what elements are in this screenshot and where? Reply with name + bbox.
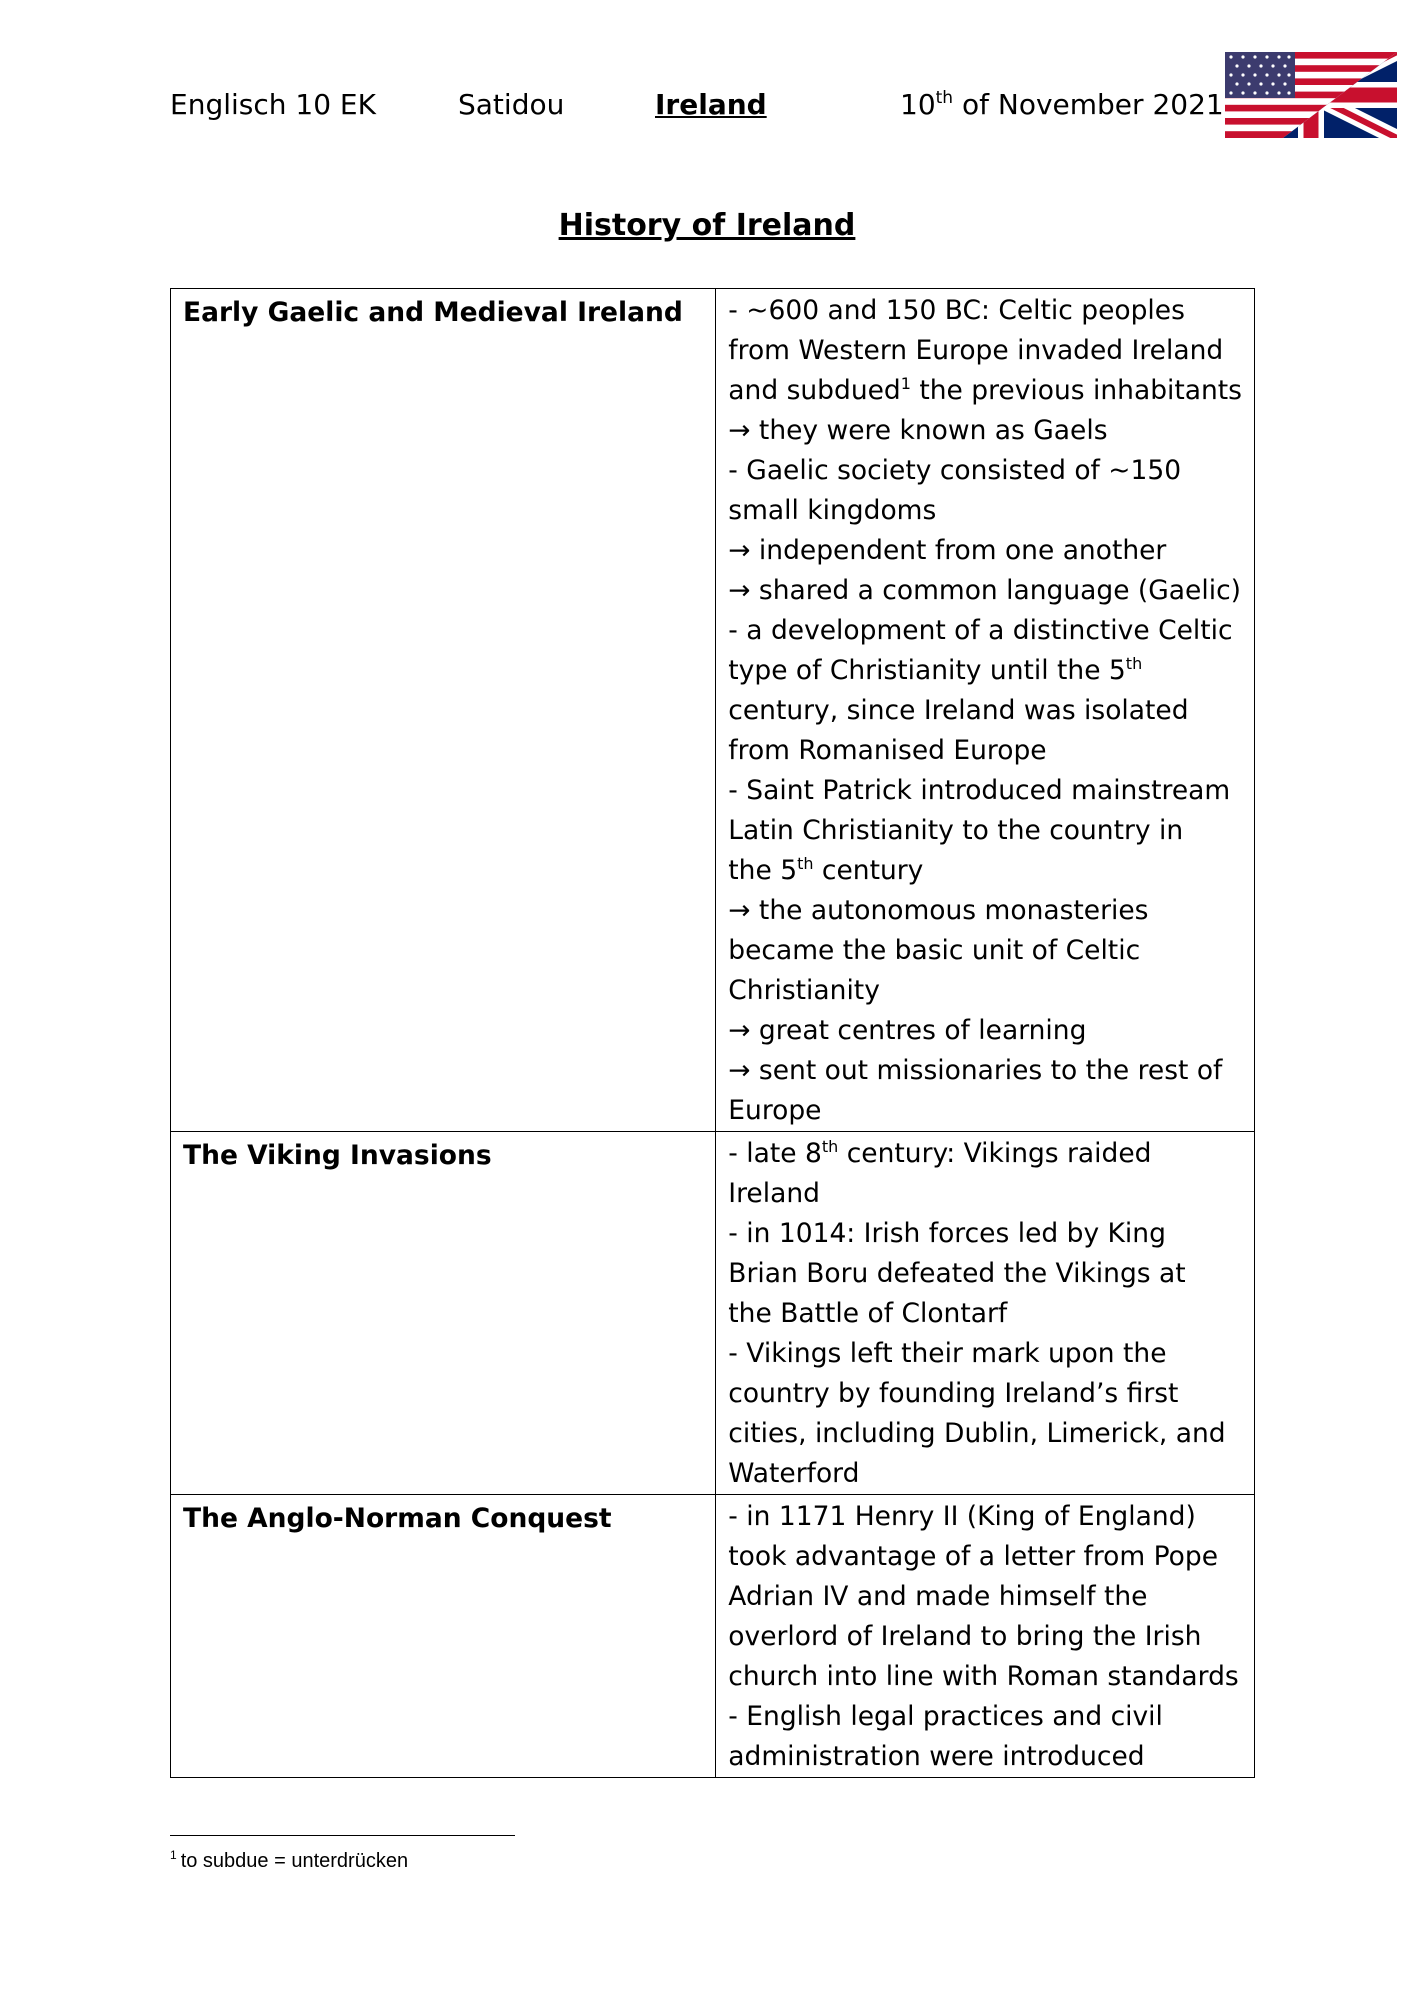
history-table — [170, 288, 1255, 1778]
fact-line — [728, 491, 1242, 531]
student-name: Satidou — [458, 88, 565, 121]
fact-text: the previous inhabitants — [910, 375, 1242, 406]
fact-line — [728, 931, 1242, 971]
fact-text: - late 8 — [728, 1138, 822, 1169]
fact-text: Brian Boru defeated the Vikings at — [728, 1258, 1186, 1289]
fact-line — [728, 811, 1242, 851]
fact-line — [728, 531, 1242, 571]
fact-text: - Gaelic society consisted of ~150 — [728, 455, 1182, 486]
fact-text: Christianity — [728, 975, 880, 1006]
fact-text: small kingdoms — [728, 495, 937, 526]
fact-text: → the autonomous monasteries — [728, 895, 1149, 926]
superscript: th — [1125, 654, 1143, 673]
fact-text: - English legal practices and civil — [728, 1701, 1163, 1732]
fact-line — [728, 1374, 1242, 1414]
fact-text: → independent from one another — [728, 535, 1167, 566]
fact-text: and subdued — [728, 375, 901, 406]
table-row — [171, 1495, 1255, 1778]
fact-text: - in 1014: Irish forces led by King — [728, 1218, 1166, 1249]
page-title: History of Ireland — [558, 208, 856, 243]
fact-line — [728, 1497, 1242, 1537]
course-label: Englisch 10 EK — [170, 88, 376, 121]
fact-line — [728, 451, 1242, 491]
footnote — [170, 1850, 408, 1873]
date-label — [900, 88, 1224, 121]
fact-text: Europe — [728, 1095, 822, 1126]
fact-line — [728, 1214, 1242, 1254]
fact-text: country by founding Ireland’s first — [728, 1378, 1179, 1409]
fact-line — [728, 411, 1242, 451]
fact-line — [728, 891, 1242, 931]
fact-text: century — [813, 855, 924, 886]
fact-line — [728, 371, 1242, 411]
fact-line — [728, 731, 1242, 771]
topic-label: Ireland — [655, 88, 767, 121]
fact-line — [728, 1617, 1242, 1657]
fact-line — [728, 611, 1242, 651]
fact-text: - Vikings left their mark upon the — [728, 1338, 1167, 1369]
fact-text: century: Vikings raided — [838, 1138, 1152, 1169]
fact-line — [728, 571, 1242, 611]
fact-line — [728, 1537, 1242, 1577]
era-cell: The Viking Invasions — [171, 1132, 716, 1495]
fact-line — [728, 1737, 1242, 1777]
fact-line — [728, 1697, 1242, 1737]
fact-text: → they were known as Gaels — [728, 415, 1108, 446]
footnote-divider — [170, 1835, 515, 1836]
fact-line — [728, 1091, 1242, 1131]
fact-line — [728, 1454, 1242, 1494]
date-rest: of November 2021 — [953, 88, 1224, 121]
fact-line — [728, 1254, 1242, 1294]
fact-text: Waterford — [728, 1458, 860, 1489]
facts-cell — [716, 289, 1255, 1132]
table-row — [171, 1132, 1255, 1495]
fact-text: took advantage of a letter from Pope — [728, 1541, 1219, 1572]
fact-text: → shared a common language (Gaelic) — [728, 575, 1241, 606]
fact-line — [728, 1174, 1242, 1214]
footnote-marker: 1 — [170, 1848, 177, 1862]
fact-line — [728, 1051, 1242, 1091]
facts-cell — [716, 1132, 1255, 1495]
fact-text: type of Christianity until the 5 — [728, 655, 1126, 686]
fact-text: the Battle of Clontarf — [728, 1298, 1008, 1329]
fact-text: became the basic unit of Celtic — [728, 935, 1141, 966]
fact-text: church into line with Roman standards — [728, 1661, 1239, 1692]
fact-line — [728, 1414, 1242, 1454]
date-day: 10 — [900, 88, 936, 121]
fact-line — [728, 331, 1242, 371]
fact-text: → sent out missionaries to the rest of — [728, 1055, 1223, 1086]
fact-line — [728, 1134, 1242, 1174]
fact-line — [728, 1011, 1242, 1051]
fact-text: the 5 — [728, 855, 798, 886]
fact-line — [728, 971, 1242, 1011]
fact-line — [728, 291, 1242, 331]
fact-line — [728, 691, 1242, 731]
fact-text: century, since Ireland was isolated — [728, 695, 1189, 726]
document-header — [0, 88, 1414, 128]
era-cell: Early Gaelic and Medieval Ireland — [171, 289, 716, 1132]
fact-text: from Romanised Europe — [728, 735, 1047, 766]
fact-text: - a development of a distinctive Celtic — [728, 615, 1233, 646]
fact-text: - Saint Patrick introduced mainstream — [728, 775, 1231, 806]
era-cell: The Anglo-Norman Conquest — [171, 1495, 716, 1778]
fact-text: from Western Europe invaded Ireland — [728, 335, 1224, 366]
superscript: th — [797, 854, 814, 873]
us-uk-combined-flag-icon — [1225, 52, 1397, 138]
fact-text: Adrian IV and made himself the — [728, 1581, 1148, 1612]
fact-text: cities, including Dublin, Limerick, and — [728, 1418, 1226, 1449]
date-ordinal-suffix: th — [935, 88, 954, 108]
fact-line — [728, 1334, 1242, 1374]
fact-text: - ~600 and 150 BC: Celtic peoples — [728, 295, 1185, 326]
superscript: th — [821, 1137, 839, 1156]
fact-text: Ireland — [728, 1178, 820, 1209]
footnote-text: to subdue = unterdrücken — [180, 1850, 409, 1872]
fact-line — [728, 1294, 1242, 1334]
fact-line — [728, 1577, 1242, 1617]
fact-text: administration were introduced — [728, 1741, 1145, 1772]
facts-cell — [716, 1495, 1255, 1778]
fact-line — [728, 771, 1242, 811]
fact-text: Latin Christianity to the country in — [728, 815, 1184, 846]
fact-line — [728, 851, 1242, 891]
superscript: 1 — [900, 374, 911, 393]
fact-line — [728, 1657, 1242, 1697]
table-row — [171, 289, 1255, 1132]
fact-text: → great centres of learning — [728, 1015, 1087, 1046]
fact-text: - in 1171 Henry II (King of England) — [728, 1501, 1196, 1532]
fact-line — [728, 651, 1242, 691]
fact-text: overlord of Ireland to bring the Irish — [728, 1621, 1202, 1652]
